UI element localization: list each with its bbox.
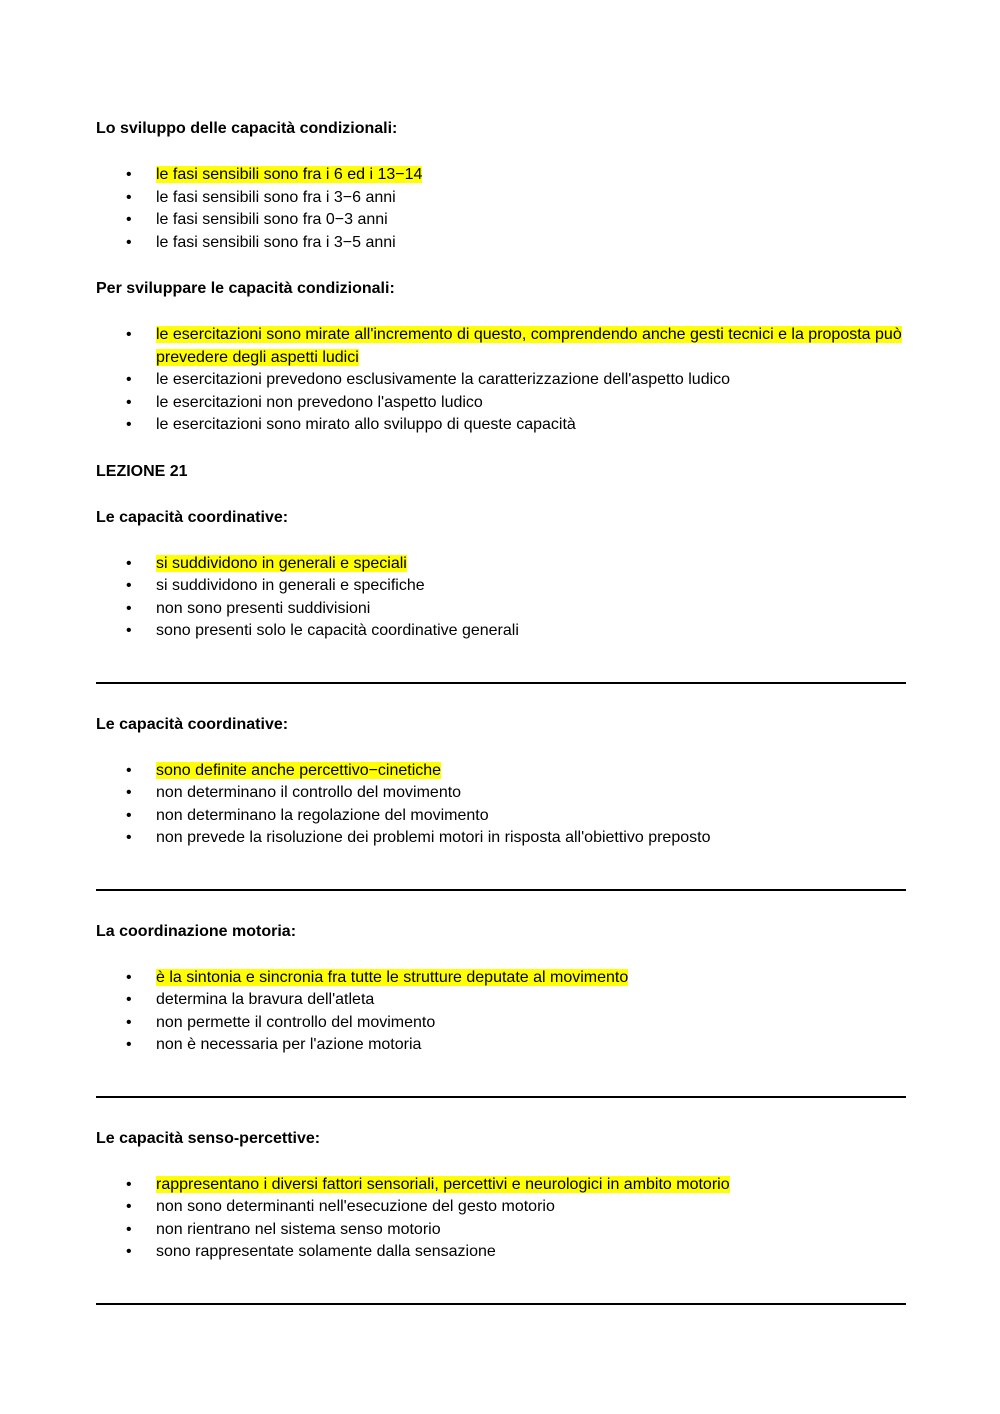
answer-text: sono definite anche percettivo−cinetiche bbox=[156, 761, 442, 779]
answer-option-correct bbox=[96, 1174, 906, 1197]
answer-option bbox=[96, 805, 906, 828]
bullet-icon: • bbox=[126, 1243, 132, 1260]
question-block bbox=[96, 118, 906, 254]
section-spacer bbox=[96, 1264, 906, 1303]
bullet-icon: • bbox=[126, 829, 132, 846]
answer-option-correct bbox=[96, 967, 906, 990]
bullet-icon: • bbox=[126, 416, 132, 433]
answer-option bbox=[96, 1034, 906, 1057]
answer-option bbox=[96, 209, 906, 232]
answer-option bbox=[96, 989, 906, 1012]
question-block bbox=[96, 278, 906, 437]
bullet-icon: • bbox=[126, 211, 132, 228]
answer-text: le fasi sensibili sono fra i 3−5 anni bbox=[156, 233, 396, 251]
bullet-icon: • bbox=[126, 1036, 132, 1053]
answer-option bbox=[96, 827, 906, 850]
answer-option bbox=[96, 414, 906, 437]
answer-option bbox=[96, 232, 906, 255]
answer-text: le fasi sensibili sono fra 0−3 anni bbox=[156, 211, 388, 228]
bullet-icon: • bbox=[126, 599, 132, 617]
answer-text: sono presenti solo le capacità coordinative generali bbox=[156, 622, 519, 639]
answer-text: le esercitazioni non prevedono l'aspetto ludico bbox=[156, 393, 483, 411]
answer-option bbox=[96, 369, 906, 392]
section-divider bbox=[96, 1303, 906, 1305]
answer-text: rappresentano i diversi fattori sensoriali, percettivi e neurologici in ambito motorio bbox=[156, 1175, 730, 1193]
question-title: Per sviluppare le capacità condizionali: bbox=[96, 280, 395, 297]
answer-list bbox=[96, 164, 906, 254]
answer-text: sono rappresentate solamente dalla sensazione bbox=[156, 1243, 496, 1260]
document-content bbox=[96, 118, 906, 1305]
answer-option bbox=[96, 1241, 906, 1264]
answer-text: si suddividono in generali e specifiche bbox=[156, 577, 425, 594]
bullet-icon: • bbox=[126, 577, 132, 594]
bullet-icon: • bbox=[126, 371, 132, 388]
answer-list bbox=[96, 324, 906, 437]
bullet-icon: • bbox=[126, 784, 132, 801]
answer-text: le fasi sensibili sono fra i 3−6 anni bbox=[156, 188, 396, 206]
answer-option bbox=[96, 598, 906, 621]
bullet-icon: • bbox=[126, 761, 132, 779]
answer-option bbox=[96, 620, 906, 643]
answer-text: non rientrano nel sistema senso motorio bbox=[156, 1220, 441, 1238]
question-block bbox=[96, 1128, 906, 1264]
answer-option bbox=[96, 1219, 906, 1242]
question-title: Le capacità senso-percettive: bbox=[96, 1129, 321, 1147]
answer-text: non sono determinanti nell'esecuzione del gesto motorio bbox=[156, 1198, 555, 1215]
bullet-icon: • bbox=[126, 1220, 132, 1238]
answer-text: si suddividono in generali e speciali bbox=[156, 554, 407, 572]
answer-text: non permette il controllo del movimento bbox=[156, 1013, 436, 1031]
answer-list bbox=[96, 760, 906, 850]
question-title: Lo sviluppo delle capacità condizionali: bbox=[96, 120, 398, 137]
answer-text: non è necessaria per l'azione motoria bbox=[156, 1036, 422, 1053]
answer-option bbox=[96, 1196, 906, 1219]
section-spacer bbox=[96, 1098, 906, 1128]
bullet-icon: • bbox=[126, 622, 132, 639]
question-title: Le capacità coordinative: bbox=[96, 508, 289, 526]
answer-option bbox=[96, 1012, 906, 1035]
question-title: La coordinazione motoria: bbox=[96, 922, 297, 940]
bullet-icon: • bbox=[126, 554, 132, 572]
answer-list bbox=[96, 553, 906, 643]
question-title: Le capacità coordinative: bbox=[96, 715, 289, 733]
bullet-icon: • bbox=[126, 326, 132, 343]
bullet-icon: • bbox=[126, 968, 132, 986]
answer-text: determina la bravura dell'atleta bbox=[156, 991, 375, 1008]
answer-option bbox=[96, 575, 906, 598]
answer-text: non sono presenti suddivisioni bbox=[156, 599, 371, 617]
bullet-icon: • bbox=[126, 991, 132, 1008]
answer-list bbox=[96, 1174, 906, 1264]
answer-text: è la sintonia e sincronia fra tutte le strutture deputate al movimento bbox=[156, 968, 629, 986]
answer-text: le esercitazioni prevedono esclusivamente la caratterizzazione dell'aspetto ludico bbox=[156, 371, 731, 388]
question-block bbox=[96, 921, 906, 1057]
answer-list bbox=[96, 967, 906, 1057]
answer-text: le fasi sensibili sono fra i 6 ed i 13−14 bbox=[156, 166, 423, 183]
bullet-icon: • bbox=[126, 393, 132, 411]
section-spacer bbox=[96, 643, 906, 682]
answer-option bbox=[96, 392, 906, 415]
answer-option-correct bbox=[96, 164, 906, 187]
bullet-icon: • bbox=[126, 188, 132, 206]
answer-option-correct bbox=[96, 760, 906, 783]
section-spacer bbox=[96, 1057, 906, 1096]
answer-option-correct bbox=[96, 553, 906, 576]
answer-option bbox=[96, 782, 906, 805]
answer-text: le esercitazioni sono mirate all'incremento di questo, comprendendo anche gesti tecnici e la proposta può prevedere degli aspetti ludici bbox=[156, 326, 902, 366]
bullet-icon: • bbox=[126, 1013, 132, 1031]
answer-option bbox=[96, 187, 906, 210]
section-spacer bbox=[96, 891, 906, 921]
lesson-label: LEZIONE 21 bbox=[96, 462, 188, 480]
answer-option-correct bbox=[96, 324, 906, 369]
bullet-icon: • bbox=[126, 233, 132, 251]
answer-text: le esercitazioni sono mirato allo sviluppo di queste capacità bbox=[156, 416, 576, 433]
bullet-icon: • bbox=[126, 806, 132, 824]
section-spacer bbox=[96, 684, 906, 714]
answer-text: non prevede la risoluzione dei problemi motori in risposta all'obiettivo preposto bbox=[156, 829, 711, 846]
section-spacer bbox=[96, 850, 906, 889]
bullet-icon: • bbox=[126, 1198, 132, 1215]
answer-text: non determinano il controllo del movimento bbox=[156, 784, 462, 801]
question-block bbox=[96, 507, 906, 643]
bullet-icon: • bbox=[126, 166, 132, 183]
question-block bbox=[96, 714, 906, 850]
answer-text: non determinano la regolazione del movimento bbox=[156, 806, 489, 824]
bullet-icon: • bbox=[126, 1175, 132, 1193]
